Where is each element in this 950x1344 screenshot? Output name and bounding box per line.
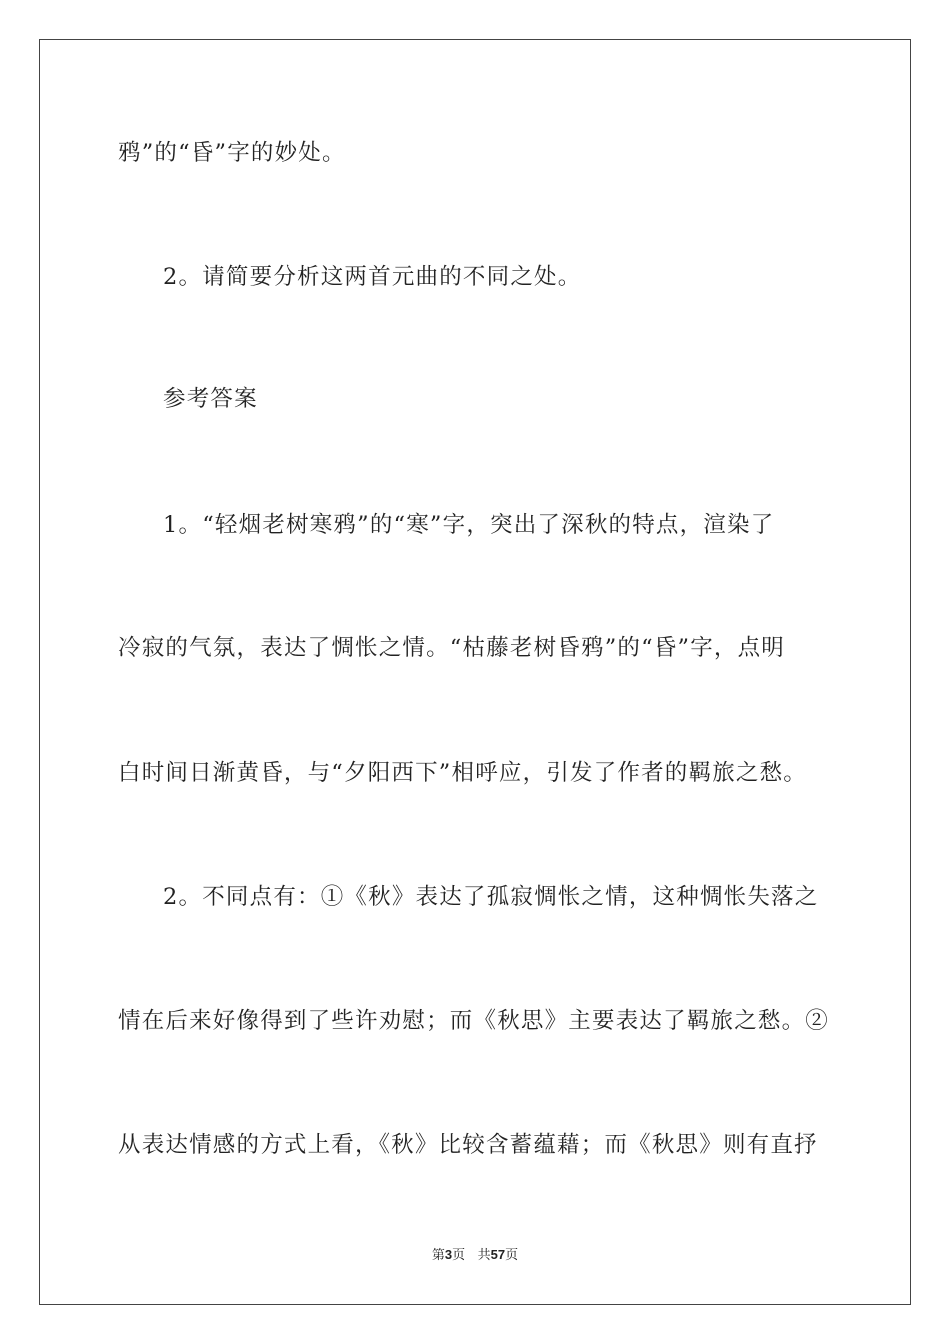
answer-1-line: 1。“轻烟老树寒鸦”的“寒”字，突出了深秋的特点，渲染了 (163, 512, 775, 538)
answer-1-line: 白时间日渐黄昏，与“夕阳西下”相呼应，引发了作者的羁旅之愁。 (118, 760, 808, 786)
footer-page-prefix: 第 (431, 1248, 445, 1263)
footer-page-suffix: 页 (452, 1248, 466, 1263)
answer-2-line: 情在后来好像得到了些许劝慰；而《秋思》主要表达了羁旅之愁。② (118, 1008, 830, 1034)
footer-total-prefix: 共 (477, 1248, 491, 1263)
text-line: 鸦”的“昏”字的妙处。 (118, 140, 346, 166)
answer-2-line: 从表达情感的方式上看，《秋》比较含蓄蕴藉；而《秋思》则有直抒 (118, 1132, 818, 1158)
footer-total-suffix: 页 (505, 1248, 519, 1263)
page-footer (0, 1246, 950, 1265)
footer-total-pages: 57 (490, 1247, 506, 1262)
question-2: 2。请简要分析这两首元曲的不同之处。 (163, 264, 582, 290)
answer-1-line: 冷寂的气氛，表达了惆怅之情。“枯藤老树昏鸦”的“昏”字，点明 (118, 635, 786, 661)
page-border (39, 39, 911, 1305)
answer-2-line: 2。不同点有：①《秋》表达了孤寂惆怅之情，这种惆怅失落之 (163, 884, 819, 910)
footer-page-number: 3 (444, 1247, 453, 1262)
section-heading-answers: 参考答案 (163, 386, 258, 412)
